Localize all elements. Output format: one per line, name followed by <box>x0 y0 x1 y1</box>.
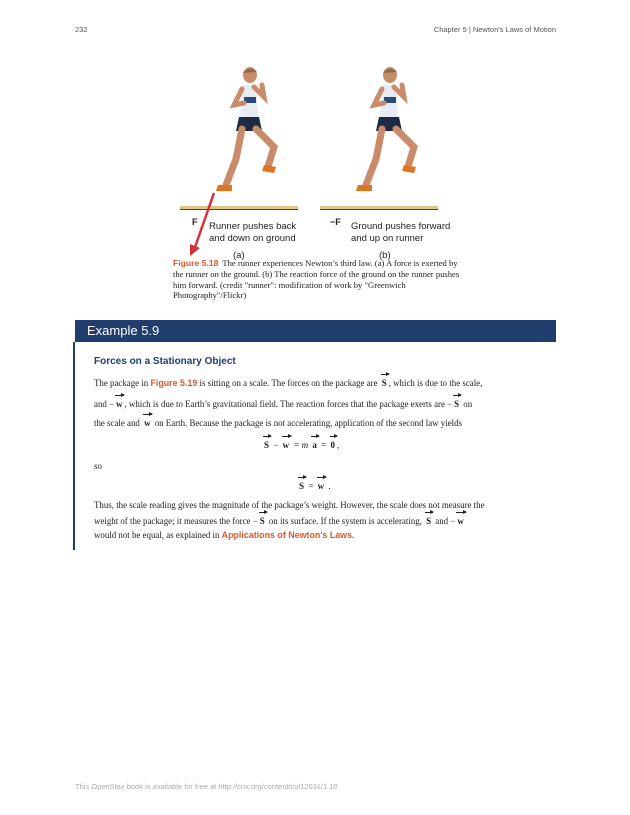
applications-link[interactable]: Applications of Newton’s Laws <box>221 530 353 540</box>
figure-caption <box>173 258 465 301</box>
figure-label: Figure 5.18 <box>173 258 219 268</box>
figure-link[interactable]: Figure 5.19 <box>150 378 198 388</box>
chapter-title: Chapter 5 | Newton's Laws of Motion <box>433 25 556 34</box>
example-number: Example 5.9 <box>87 323 160 338</box>
equation-2: S = w . <box>299 481 331 491</box>
paragraph-1-line-2: and − w , which is due to Earth’s gravitational field. The reaction forces that the package exerts are − S on <box>94 399 473 409</box>
example-header <box>75 320 556 342</box>
footer-note: This OpenStax book is available for free at http://cnx.org/content/col12031/1.10 <box>75 782 338 791</box>
runner-image-b <box>352 67 422 207</box>
paragraph-1-line-3: the scale and w on Earth. Because the package is not accelerating, application of the second law yields <box>94 418 463 428</box>
vector-label-b: −F <box>330 217 341 227</box>
runner-image-a <box>212 67 282 207</box>
caption-text: The runner experiences Newton’s third law. (a) A force is exerted by the runner on the ground. (b) The reaction force of the ground on the runner pushes him forward. (credit "runner": modification of work by "Greenwich Photography"/Flickr) <box>173 258 460 301</box>
paragraph-2-line-3: would not be equal, as explained in Applications of Newton’s Laws. <box>94 530 355 540</box>
label-a: Runner pushes back and down on ground <box>209 221 297 244</box>
vector-label-a: F <box>192 217 198 227</box>
so-line: so <box>94 461 102 471</box>
ground-line-b <box>320 209 438 210</box>
paragraph-1-line-1: The package in Figure 5.19 is sitting on a scale. The forces on the package are S , which is due to the scale, <box>94 378 483 388</box>
page-number: 232 <box>75 25 88 34</box>
paragraph-2-line-2: weight of the package; it measures the force − S on its surface. If the system is accelerating, S and − w <box>94 516 464 526</box>
example-title: Forces on a Stationary Object <box>94 356 236 367</box>
label-b: Ground pushes forward and up on runner <box>351 221 451 244</box>
paragraph-2-line-1: Thus, the scale reading gives the magnitude of the package’s weight. However, the scale does not measure the <box>94 500 485 510</box>
sublabel-a: (a) <box>233 250 245 261</box>
equation-1: S − w = m a = 0 , <box>264 440 340 450</box>
example-left-rule <box>73 342 75 550</box>
sublabel-b: (b) <box>379 250 391 261</box>
